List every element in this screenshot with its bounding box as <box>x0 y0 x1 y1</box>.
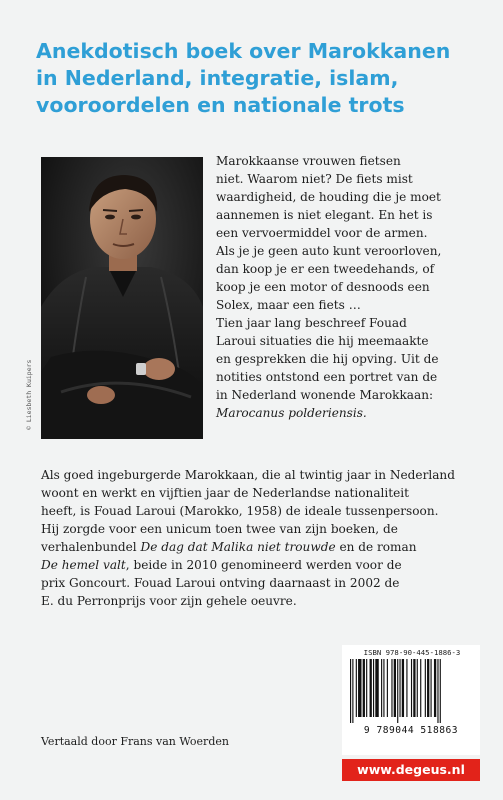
book-title-hemel: De hemel valt <box>41 558 126 572</box>
barcode-bar <box>363 659 365 717</box>
blurb-line: dan koop je er een tweedehands, of <box>216 262 435 276</box>
author-photo <box>41 157 203 439</box>
barcode-bar <box>413 659 415 717</box>
bio-text: verhalenbundel <box>41 540 141 554</box>
barcode-bar <box>434 659 436 717</box>
publisher-website[interactable]: www.degeus.nl <box>342 759 480 781</box>
blurb-line: niet. Waarom niet? De fiets mist <box>216 172 413 186</box>
headline-line-2: in Nederland, integratie, islam, <box>36 66 399 90</box>
headline-line-3: vooroordelen en nationale trots <box>36 93 405 117</box>
author-bio <box>41 466 491 610</box>
blurb-line: koop je een motor of desnoods een <box>216 280 430 294</box>
barcode-bar <box>358 659 361 717</box>
barcode-bar <box>397 659 398 723</box>
blurb-line: in Nederland wonende Marokkaan: <box>216 388 434 402</box>
cover-headline <box>36 38 486 119</box>
barcode-bar <box>375 659 378 717</box>
barcode-bar <box>387 659 388 717</box>
barcode-bar <box>431 659 432 717</box>
barcode-bar <box>383 659 384 717</box>
photo-credit: © Liesbeth Kuipers <box>25 359 33 430</box>
blurb-line: notities ontstond een portret van de <box>216 370 438 384</box>
barcode-bar <box>356 659 357 717</box>
bio-line <box>41 556 491 574</box>
barcode-bar <box>420 659 421 717</box>
author-portrait-illustration <box>41 157 203 439</box>
blurb-line: waardigheid, de houding die je moet <box>216 190 441 204</box>
translator-credit: Vertaald door Frans van Woerden <box>41 735 229 748</box>
barcode-bar <box>399 659 400 717</box>
blurb-line-italic: Marocanus polderiensis. <box>216 406 367 420</box>
blurb-line: Als je je geen auto kunt veroorloven, <box>216 244 442 258</box>
book-title-malika: De dag dat Malika niet trouwde <box>140 540 336 554</box>
barcode-icon <box>350 659 472 723</box>
barcode-bar <box>406 659 407 717</box>
barcode-bar <box>394 659 396 717</box>
bio-line: E. du Perronprijs voor zijn gehele oeuvre. <box>41 594 297 608</box>
barcode-bar <box>402 659 404 717</box>
barcode-bar <box>366 659 367 717</box>
bio-line: prix Goncourt. Fouad Laroui ontving daarnaast in 2002 de <box>41 576 400 590</box>
bio-line: Als goed ingeburgerde Marokkaan, die al twintig jaar in Nederland <box>41 468 455 482</box>
blurb-line: en gesprekken die hij opving. Uit de <box>216 352 439 366</box>
barcode-bar <box>411 659 412 717</box>
barcode-bar <box>437 659 438 723</box>
bio-line <box>41 538 491 556</box>
barcode-bar <box>370 659 372 717</box>
isbn-label: ISBN 978-90-445-1886-3 <box>363 648 461 657</box>
barcode-bar <box>425 659 426 717</box>
blurb-line: Solex, maar een fiets … <box>216 298 361 312</box>
bio-text: en de roman <box>335 540 417 554</box>
bio-line: Hij zorgde voor een unicum toen twee van zijn boeken, de <box>41 522 398 536</box>
barcode-bar <box>352 659 353 723</box>
barcode-bar <box>350 659 351 723</box>
barcode-bar <box>427 659 429 717</box>
barcode-box <box>342 645 480 755</box>
blurb-line: Laroui situaties die hij meemaakte <box>216 334 429 348</box>
blurb-line: een vervoermiddel voor de armen. <box>216 226 428 240</box>
bio-text: , beide in 2010 genomineerd werden voor de <box>125 558 402 572</box>
barcode-bar <box>440 659 441 723</box>
blurb-line: aannemen is niet elegant. En het is <box>216 208 433 222</box>
blurb-line: Marokkaanse vrouwen fietsen <box>216 154 401 168</box>
barcode-bar <box>381 659 382 717</box>
barcode-bar <box>417 659 418 717</box>
bio-line: heeft, is Fouad Laroui (Marokko, 1958) de ideale tussenpersoon. <box>41 504 439 518</box>
barcode-bar <box>391 659 392 717</box>
bio-line: woont en werkt en vijftien jaar de Nederlandse nationaliteit <box>41 486 410 500</box>
blurb-text <box>216 152 491 422</box>
headline-line-1: Anekdotisch boek over Marokkanen <box>36 39 451 63</box>
barcode-bar <box>373 659 374 717</box>
ean-number: 9 789044 518863 <box>363 725 459 736</box>
blurb-line: Tien jaar lang beschreef Fouad <box>216 316 407 330</box>
